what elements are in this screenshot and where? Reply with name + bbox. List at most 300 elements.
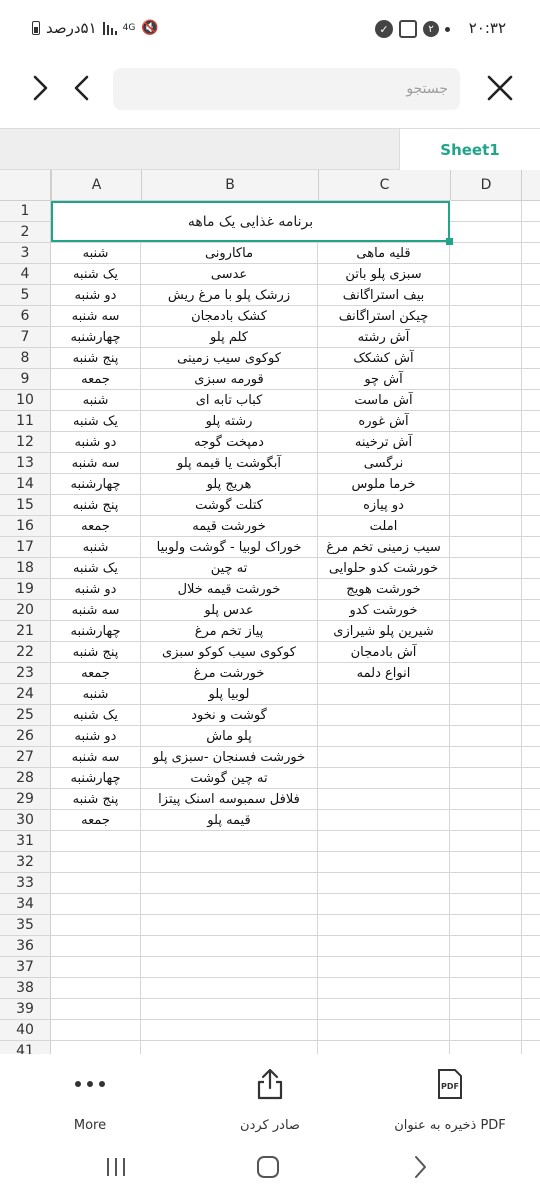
row-header[interactable]: 17: [0, 537, 51, 557]
row-header[interactable]: 39: [0, 999, 51, 1019]
row-header[interactable]: 4: [0, 264, 51, 284]
cell-b[interactable]: عدسی: [141, 264, 318, 284]
cell-a[interactable]: شنبه: [51, 537, 141, 557]
share-export-icon: [255, 1064, 285, 1104]
title-cell[interactable]: برنامه غذایی یک ماهه: [51, 201, 450, 242]
cell-b[interactable]: پلو ماش: [141, 726, 318, 746]
cell-e[interactable]: [522, 999, 540, 1019]
cell-e[interactable]: [522, 516, 540, 536]
row-header[interactable]: 38: [0, 978, 51, 998]
cell-b[interactable]: [141, 1020, 318, 1040]
row-header[interactable]: 12: [0, 432, 51, 452]
cell-a[interactable]: پنج شنبه: [51, 789, 141, 809]
table-row: [0, 432, 540, 453]
cell-c[interactable]: [318, 810, 450, 830]
cell-c[interactable]: [318, 684, 450, 704]
cell-a[interactable]: [51, 1020, 141, 1040]
column-header-d[interactable]: D: [450, 170, 522, 200]
cell-b[interactable]: گوشت و نخود: [141, 705, 318, 725]
row-header[interactable]: 8: [0, 348, 51, 368]
home-icon: [256, 1155, 280, 1179]
cell-d[interactable]: [450, 453, 522, 473]
cell-c[interactable]: [318, 978, 450, 998]
cell-a[interactable]: چهارشنبه: [51, 768, 141, 788]
system-nav-bar: [0, 1138, 540, 1200]
row-header[interactable]: 21: [0, 621, 51, 641]
cell-a[interactable]: [51, 915, 141, 935]
cell-d[interactable]: [450, 684, 522, 704]
cell-c[interactable]: بیف استراگانف: [318, 285, 450, 305]
cell-d[interactable]: [450, 978, 522, 998]
table-row: [0, 810, 540, 831]
cell-d[interactable]: [450, 306, 522, 326]
table-row: [0, 684, 540, 705]
grid-rows: [0, 201, 540, 1054]
cell-a[interactable]: [51, 1041, 141, 1054]
cell-d[interactable]: [450, 432, 522, 452]
cell-b[interactable]: کوکوی سیب زمینی: [141, 348, 318, 368]
cell-a[interactable]: یک شنبه: [51, 558, 141, 578]
cell-d[interactable]: [450, 936, 522, 956]
cell-c[interactable]: [318, 999, 450, 1019]
cell-d[interactable]: [450, 663, 522, 683]
cell-c[interactable]: [318, 894, 450, 914]
recent-apps-button[interactable]: [96, 1152, 136, 1182]
cell-a[interactable]: [51, 936, 141, 956]
cell-d[interactable]: [450, 327, 522, 347]
cell-d[interactable]: [450, 789, 522, 809]
cell-c[interactable]: خورشت هویج: [318, 579, 450, 599]
cell-e[interactable]: [522, 978, 540, 998]
row-header[interactable]: 24: [0, 684, 51, 704]
cell-a[interactable]: یک شنبه: [51, 264, 141, 284]
cell-e[interactable]: [522, 369, 540, 389]
row-header[interactable]: 33: [0, 873, 51, 893]
cell-e[interactable]: [522, 852, 540, 872]
cell-e[interactable]: [522, 936, 540, 956]
cell-d[interactable]: [450, 747, 522, 767]
row-header[interactable]: 19: [0, 579, 51, 599]
cell-a[interactable]: شنبه: [51, 684, 141, 704]
cell-b[interactable]: عدس پلو: [141, 600, 318, 620]
status-left: [32, 19, 159, 37]
cell-c[interactable]: املت: [318, 516, 450, 536]
row-header[interactable]: 22: [0, 642, 51, 662]
cell-b[interactable]: کتلت گوشت: [141, 495, 318, 515]
cell-a[interactable]: [51, 957, 141, 977]
cell-b[interactable]: کلم پلو: [141, 327, 318, 347]
cell-d[interactable]: [450, 999, 522, 1019]
cell-a[interactable]: سه شنبه: [51, 747, 141, 767]
table-row: [0, 726, 540, 747]
cell-c[interactable]: [318, 705, 450, 725]
cell-a[interactable]: جمعه: [51, 369, 141, 389]
cell-d[interactable]: [450, 768, 522, 788]
cell-d[interactable]: [450, 705, 522, 725]
cell-c[interactable]: آش غوره: [318, 411, 450, 431]
cell-e[interactable]: [522, 285, 540, 305]
column-header-c[interactable]: C: [318, 170, 450, 200]
cell-c[interactable]: آش ترخینه: [318, 432, 450, 452]
previous-result-button[interactable]: [64, 70, 100, 106]
row-header[interactable]: 41: [0, 1041, 51, 1054]
battery-text: ۵۱درصد: [46, 19, 97, 37]
shield-check-icon: ✓: [375, 20, 393, 38]
cell-b[interactable]: ته چین گوشت: [141, 768, 318, 788]
cell-c[interactable]: آش چو: [318, 369, 450, 389]
cell-c[interactable]: [318, 747, 450, 767]
column-header-b[interactable]: B: [141, 170, 318, 200]
cell-a[interactable]: پنج شنبه: [51, 495, 141, 515]
cell-d[interactable]: [450, 1020, 522, 1040]
cell-d[interactable]: [450, 285, 522, 305]
cell-b[interactable]: دمپخت گوجه: [141, 432, 318, 452]
cell-a[interactable]: [51, 852, 141, 872]
cell-d[interactable]: [450, 495, 522, 515]
chevron-right-icon: [30, 74, 50, 102]
home-button[interactable]: [248, 1152, 288, 1182]
cell-d[interactable]: [450, 579, 522, 599]
cell-b[interactable]: [141, 1041, 318, 1054]
cell-e[interactable]: [522, 642, 540, 662]
cell-d[interactable]: [450, 537, 522, 557]
cell-e[interactable]: [522, 810, 540, 830]
cell-e[interactable]: [522, 621, 540, 641]
cell-c[interactable]: چیکن استراگانف: [318, 306, 450, 326]
cell-e[interactable]: [522, 894, 540, 914]
cell-a[interactable]: سه شنبه: [51, 306, 141, 326]
cell-e[interactable]: [522, 201, 540, 221]
cell-d[interactable]: [450, 222, 522, 242]
cell-b[interactable]: کباب تابه ای: [141, 390, 318, 410]
cell-c[interactable]: [318, 1041, 450, 1054]
cell-b[interactable]: پیاز تخم مرغ: [141, 621, 318, 641]
spreadsheet-grid[interactable]: [0, 170, 540, 1054]
cell-e[interactable]: [522, 243, 540, 263]
table-row: [0, 705, 540, 726]
export-button[interactable]: [225, 1064, 315, 1133]
cell-d[interactable]: [450, 957, 522, 977]
grid-app-icon: [399, 20, 417, 38]
cell-b[interactable]: خورشت قیمه خلال: [141, 579, 318, 599]
cell-e[interactable]: [522, 306, 540, 326]
table-row: [0, 999, 540, 1020]
next-result-button[interactable]: [22, 70, 58, 106]
cell-d[interactable]: [450, 390, 522, 410]
cell-d[interactable]: [450, 621, 522, 641]
cell-d[interactable]: [450, 201, 522, 221]
more-button[interactable]: [60, 1064, 120, 1133]
dot-icon: [445, 27, 450, 32]
cell-e[interactable]: [522, 789, 540, 809]
row-header[interactable]: 11: [0, 411, 51, 431]
cell-e[interactable]: [522, 495, 540, 515]
row-header[interactable]: 31: [0, 831, 51, 851]
cell-a[interactable]: جمعه: [51, 810, 141, 830]
row-header[interactable]: 29: [0, 789, 51, 809]
cell-c[interactable]: [318, 957, 450, 977]
cell-e[interactable]: [522, 957, 540, 977]
cell-e[interactable]: [522, 600, 540, 620]
row-header[interactable]: 30: [0, 810, 51, 830]
cell-d[interactable]: [450, 894, 522, 914]
row-header[interactable]: 34: [0, 894, 51, 914]
cell-e[interactable]: [522, 1020, 540, 1040]
row-header[interactable]: 40: [0, 1020, 51, 1040]
table-row: [0, 873, 540, 894]
cell-e[interactable]: [522, 1041, 540, 1054]
cell-b[interactable]: هریج پلو: [141, 474, 318, 494]
cell-e[interactable]: [522, 474, 540, 494]
back-button[interactable]: [400, 1152, 440, 1182]
row-header[interactable]: 26: [0, 726, 51, 746]
row-header[interactable]: 37: [0, 957, 51, 977]
table-row: [0, 558, 540, 579]
cell-a[interactable]: پنج شنبه: [51, 642, 141, 662]
cell-c[interactable]: خورشت کدو حلوایی: [318, 558, 450, 578]
cell-a[interactable]: شنبه: [51, 243, 141, 263]
row-header[interactable]: 2: [0, 222, 51, 242]
cell-c[interactable]: سبزی پلو باتن: [318, 264, 450, 284]
cell-c[interactable]: انواع دلمه: [318, 663, 450, 683]
cell-d[interactable]: [450, 558, 522, 578]
row-header[interactable]: 16: [0, 516, 51, 536]
cell-b[interactable]: [141, 894, 318, 914]
cell-c[interactable]: خرما ملوس: [318, 474, 450, 494]
save-pdf-button[interactable]: [390, 1064, 510, 1133]
cell-d[interactable]: [450, 348, 522, 368]
cell-c[interactable]: آش ماست: [318, 390, 450, 410]
cell-b[interactable]: فلافل سمبوسه اسنک پیتزا: [141, 789, 318, 809]
column-header-row: [0, 170, 540, 201]
cell-e[interactable]: [522, 558, 540, 578]
cell-a[interactable]: [51, 873, 141, 893]
cell-b[interactable]: [141, 915, 318, 935]
row-header[interactable]: 3: [0, 243, 51, 263]
table-row: [0, 642, 540, 663]
cell-c[interactable]: [318, 831, 450, 851]
table-row: [0, 411, 540, 432]
cell-e[interactable]: [522, 705, 540, 725]
cell-d[interactable]: [450, 810, 522, 830]
cell-c[interactable]: آش رشته: [318, 327, 450, 347]
cell-e[interactable]: [522, 264, 540, 284]
cell-d[interactable]: [450, 831, 522, 851]
cell-c[interactable]: [318, 873, 450, 893]
table-row: [0, 936, 540, 957]
table-row: [0, 369, 540, 390]
cell-e[interactable]: [522, 537, 540, 557]
cell-a[interactable]: [51, 999, 141, 1019]
cell-b[interactable]: کوکوی سیب کوکو سبزی: [141, 642, 318, 662]
cell-b[interactable]: [141, 999, 318, 1019]
search-input[interactable]: [113, 68, 460, 110]
cell-e[interactable]: [522, 327, 540, 347]
table-row: [0, 327, 540, 348]
cell-d[interactable]: [450, 243, 522, 263]
export-label: صادر کردن: [240, 1118, 300, 1133]
select-all-corner[interactable]: [0, 170, 51, 200]
table-row: [0, 747, 540, 768]
table-row: [0, 306, 540, 327]
more-dots-icon: [74, 1064, 106, 1104]
cell-a[interactable]: جمعه: [51, 516, 141, 536]
cell-b[interactable]: زرشک پلو با مرغ ریش: [141, 285, 318, 305]
cell-a[interactable]: چهارشنبه: [51, 621, 141, 641]
cell-e[interactable]: [522, 222, 540, 242]
cell-e[interactable]: [522, 726, 540, 746]
table-row: [0, 1041, 540, 1054]
cell-b[interactable]: [141, 978, 318, 998]
cell-a[interactable]: دو شنبه: [51, 285, 141, 305]
cell-e[interactable]: [522, 432, 540, 452]
cell-c[interactable]: [318, 852, 450, 872]
cell-b[interactable]: [141, 873, 318, 893]
cell-a[interactable]: چهارشنبه: [51, 474, 141, 494]
cell-b[interactable]: خورشت قیمه: [141, 516, 318, 536]
cell-b[interactable]: خورشت مرغ: [141, 663, 318, 683]
row-header[interactable]: 28: [0, 768, 51, 788]
cell-b[interactable]: [141, 957, 318, 977]
cell-c[interactable]: نرگسی: [318, 453, 450, 473]
cell-d[interactable]: [450, 264, 522, 284]
cell-c[interactable]: آش بادمجان: [318, 642, 450, 662]
cell-e[interactable]: [522, 684, 540, 704]
row-header[interactable]: 14: [0, 474, 51, 494]
cell-e[interactable]: [522, 348, 540, 368]
cell-a[interactable]: [51, 978, 141, 998]
chevron-left-icon: [72, 74, 92, 102]
cell-a[interactable]: سه شنبه: [51, 453, 141, 473]
cell-b[interactable]: ماکارونی: [141, 243, 318, 263]
cell-a[interactable]: دو شنبه: [51, 579, 141, 599]
cell-e[interactable]: [522, 411, 540, 431]
cell-a[interactable]: یک شنبه: [51, 705, 141, 725]
cell-e[interactable]: [522, 768, 540, 788]
cell-c[interactable]: [318, 726, 450, 746]
cell-b[interactable]: کشک بادمجان: [141, 306, 318, 326]
cell-a[interactable]: سه شنبه: [51, 600, 141, 620]
row-header[interactable]: 5: [0, 285, 51, 305]
back-chevron-icon: [411, 1155, 429, 1179]
signal-icon: [103, 21, 117, 35]
cell-e[interactable]: [522, 663, 540, 683]
cell-b[interactable]: [141, 936, 318, 956]
cell-d[interactable]: [450, 726, 522, 746]
cell-d[interactable]: [450, 915, 522, 935]
row-header[interactable]: 9: [0, 369, 51, 389]
cell-d[interactable]: [450, 1041, 522, 1054]
cell-c[interactable]: خورشت کدو: [318, 600, 450, 620]
cell-c[interactable]: [318, 1020, 450, 1040]
cell-c[interactable]: سیب زمینی تخم مرغ: [318, 537, 450, 557]
cell-c[interactable]: آش کشکک: [318, 348, 450, 368]
cell-c[interactable]: [318, 915, 450, 935]
cell-c[interactable]: [318, 936, 450, 956]
table-row: [0, 894, 540, 915]
row-header[interactable]: 10: [0, 390, 51, 410]
row-header[interactable]: 20: [0, 600, 51, 620]
cell-e[interactable]: [522, 873, 540, 893]
cell-c[interactable]: شیرین پلو شیرازی: [318, 621, 450, 641]
row-header[interactable]: 27: [0, 747, 51, 767]
row-header[interactable]: 32: [0, 852, 51, 872]
cell-e[interactable]: [522, 453, 540, 473]
row-header[interactable]: 35: [0, 915, 51, 935]
cell-b[interactable]: رشته پلو: [141, 411, 318, 431]
row-header[interactable]: 13: [0, 453, 51, 473]
cell-e[interactable]: [522, 579, 540, 599]
cell-d[interactable]: [450, 369, 522, 389]
cell-a[interactable]: چهارشنبه: [51, 327, 141, 347]
cell-b[interactable]: [141, 831, 318, 851]
cell-b[interactable]: خورشت فسنجان -سبزی پلو: [141, 747, 318, 767]
cell-e[interactable]: [522, 831, 540, 851]
cell-c[interactable]: [318, 768, 450, 788]
cell-c[interactable]: [318, 789, 450, 809]
cell-e[interactable]: [522, 747, 540, 767]
row-header[interactable]: 23: [0, 663, 51, 683]
cell-d[interactable]: [450, 873, 522, 893]
cell-b[interactable]: آبگوشت یا قیمه پلو: [141, 453, 318, 473]
cell-a[interactable]: پنج شنبه: [51, 348, 141, 368]
row-header[interactable]: 18: [0, 558, 51, 578]
cell-d[interactable]: [450, 474, 522, 494]
row-header[interactable]: 6: [0, 306, 51, 326]
cell-d[interactable]: [450, 411, 522, 431]
tab-sheet1[interactable]: Sheet1: [399, 129, 540, 170]
cell-d[interactable]: [450, 852, 522, 872]
cell-a[interactable]: دو شنبه: [51, 432, 141, 452]
table-row: [0, 831, 540, 852]
row-header[interactable]: 36: [0, 936, 51, 956]
close-search-button[interactable]: [482, 70, 518, 106]
cell-b[interactable]: خوراک لوبیا - گوشت ولوبیا: [141, 537, 318, 557]
cell-d[interactable]: [450, 600, 522, 620]
cell-c[interactable]: قلیه ماهی: [318, 243, 450, 263]
row-header[interactable]: 25: [0, 705, 51, 725]
cell-a[interactable]: دو شنبه: [51, 726, 141, 746]
table-row: [0, 453, 540, 474]
table-row: [0, 264, 540, 285]
column-header-a[interactable]: A: [51, 170, 141, 200]
cell-a[interactable]: [51, 831, 141, 851]
selection-handle[interactable]: [446, 238, 453, 245]
cell-e[interactable]: [522, 915, 540, 935]
cell-a[interactable]: جمعه: [51, 663, 141, 683]
cell-d[interactable]: [450, 642, 522, 662]
mute-icon: 🔇: [141, 20, 159, 36]
cell-a[interactable]: [51, 894, 141, 914]
cell-b[interactable]: [141, 852, 318, 872]
cell-e[interactable]: [522, 390, 540, 410]
row-header[interactable]: 1: [0, 201, 51, 221]
cell-b[interactable]: قورمه سبزی: [141, 369, 318, 389]
row-header[interactable]: 15: [0, 495, 51, 515]
cell-c[interactable]: دو پیازه: [318, 495, 450, 515]
table-row: [0, 957, 540, 978]
table-row: [0, 915, 540, 936]
search-toolbar: [0, 60, 540, 128]
cell-a[interactable]: یک شنبه: [51, 411, 141, 431]
cell-a[interactable]: شنبه: [51, 390, 141, 410]
cell-b[interactable]: قیمه پلو: [141, 810, 318, 830]
row-header[interactable]: 7: [0, 327, 51, 347]
cell-d[interactable]: [450, 516, 522, 536]
cell-b[interactable]: لوبیا پلو: [141, 684, 318, 704]
cell-b[interactable]: ته چین: [141, 558, 318, 578]
more-label: More: [73, 1118, 107, 1133]
